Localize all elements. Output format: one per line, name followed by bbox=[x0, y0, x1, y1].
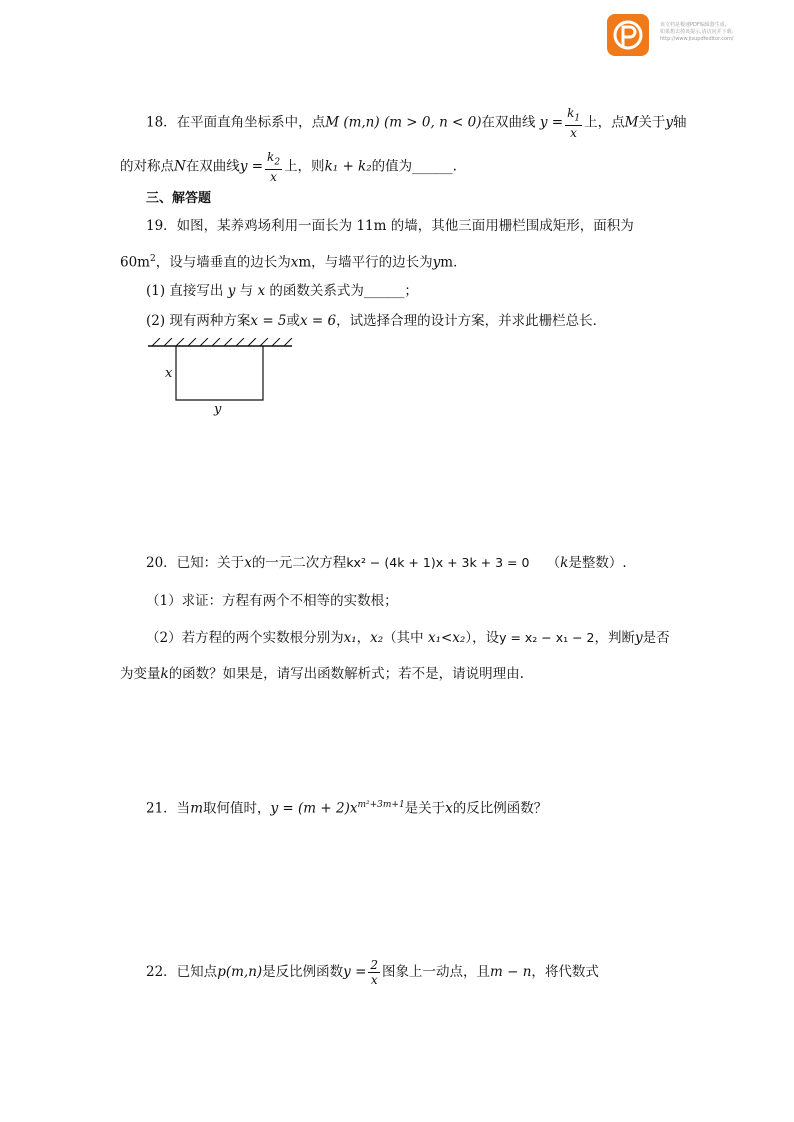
q18-text-2: 在双曲线 bbox=[481, 114, 536, 131]
q18-text-8: 上，则 bbox=[284, 158, 325, 175]
q18-text-1: 18．在平面直角坐标系中，点 bbox=[146, 114, 326, 131]
q19-text-3: m，与墙平行的边长为 bbox=[298, 254, 433, 271]
q18-text-9: 的值为 bbox=[371, 158, 413, 175]
watermark-line-2: 如果想去掉该提示,请访问并下载: bbox=[660, 29, 734, 35]
q21-equation: y = (m + 2)x bbox=[270, 800, 358, 817]
pdf-editor-logo bbox=[606, 13, 650, 57]
q20-sub-1: （1）求证：方程有两个不相等的实数根； bbox=[146, 593, 398, 609]
q18-text-6: 的对称点 bbox=[120, 158, 174, 175]
fig-label-y: y bbox=[214, 402, 222, 417]
q18-axis: y bbox=[665, 114, 674, 131]
q20-equation: kx² − (4k + 1)x + 3k + 3 = 0 bbox=[346, 555, 530, 570]
q19-area: 60m bbox=[120, 254, 150, 271]
q19-text-4: m． bbox=[440, 254, 467, 271]
q18-condition: (m > 0, n < 0) bbox=[383, 114, 482, 131]
q22-comparison: m − n bbox=[490, 964, 532, 980]
q22-fraction: $\frac{2}{x}$ bbox=[370, 958, 379, 987]
q18-text-7: 在双曲线 bbox=[185, 158, 240, 175]
watermark-link[interactable]: http://www.jisupdfeditor.com/ bbox=[660, 36, 734, 42]
fig-label-x: x bbox=[165, 366, 173, 381]
q20-sub-2-cont: 为变量k的函数？如果是，请写出函数解析式；若不是，请说明理由. bbox=[120, 666, 524, 682]
fence-rectangle bbox=[176, 346, 263, 400]
watermark-line-1: 该文档是极速PDF编辑器生成, bbox=[660, 22, 727, 28]
q19-sub-2: (2) 现有两种方案x = 5或x = 6，试选择合理的设计方案，并求此栅栏总长． bbox=[146, 313, 607, 329]
q19-text-2: ，设与墙垂直的边长为 bbox=[155, 254, 291, 271]
q19-sub-1: (1) 直接写出 y 与 x 的函数关系式为______； bbox=[146, 283, 418, 299]
q20-y-equation: y = x₂ − x₁ − 2 bbox=[499, 630, 595, 645]
q18-line-2 bbox=[120, 150, 457, 184]
q19-line-2 bbox=[120, 249, 467, 273]
q18-fraction-k1: $\frac{k_1}{x}$ bbox=[567, 106, 581, 141]
q18-text-4: 关于 bbox=[638, 114, 666, 131]
q18-sum: k₁ + k₂ bbox=[324, 158, 372, 175]
q18-text-10: . bbox=[452, 158, 457, 175]
wall-hatching bbox=[152, 338, 292, 346]
q19-line-1: 19．如图，某养鸡场利用一面长为 11m 的墙，其他三面用栅栏围成矩形，面积为 bbox=[146, 218, 634, 234]
q19-var-y: y bbox=[432, 254, 441, 271]
section-3-heading: 三、解答题 bbox=[146, 191, 212, 206]
q20-sub-2: （2）若方程的两个实数根分别为x₁，x₂（其中 x₁<x₂），设y = x₂ − x₁ − 2，判断y是否 bbox=[146, 630, 670, 646]
q18-text-5: 轴 bbox=[673, 114, 687, 131]
q19-area-exp: 2 bbox=[149, 254, 156, 264]
q18-line-1 bbox=[146, 106, 687, 140]
q18-answer-blank[interactable]: ______ bbox=[412, 158, 453, 175]
q21-exponent: m²+3m+1 bbox=[357, 800, 405, 810]
q18-fraction-k2: $\frac{k_2}{x}$ bbox=[267, 150, 281, 185]
q22-point: p(m,n) bbox=[217, 964, 263, 980]
q18-eq1-left: y = bbox=[539, 114, 564, 131]
q18-eq2-left: y = bbox=[239, 158, 264, 175]
q18-coords: (m,n) bbox=[343, 114, 380, 131]
q19-answer-blank[interactable]: ______ bbox=[363, 283, 405, 299]
q21-line: 21．当m取何值时，$y = (m + 2)x^{m^2+3m+1}$是关于x的反比例函数？ bbox=[146, 800, 548, 817]
q18-point-n: N bbox=[174, 158, 186, 175]
q19-var-x: x bbox=[290, 254, 299, 271]
q20-line-1: 20．已知：关于x的一元二次方程kx² − (4k + 1)x + 3k + 3 = 0 （k是整数）. bbox=[146, 555, 627, 571]
q18-point-m: M bbox=[325, 114, 340, 131]
q22-line: 22．已知点p(m,n)是反比例函数y = $\frac{2}{x}$ 图象上一动点，且m − n，将代数式 bbox=[146, 958, 599, 987]
q18-point-m-2: M bbox=[624, 114, 639, 131]
q18-text-3: 上，点 bbox=[584, 114, 625, 131]
